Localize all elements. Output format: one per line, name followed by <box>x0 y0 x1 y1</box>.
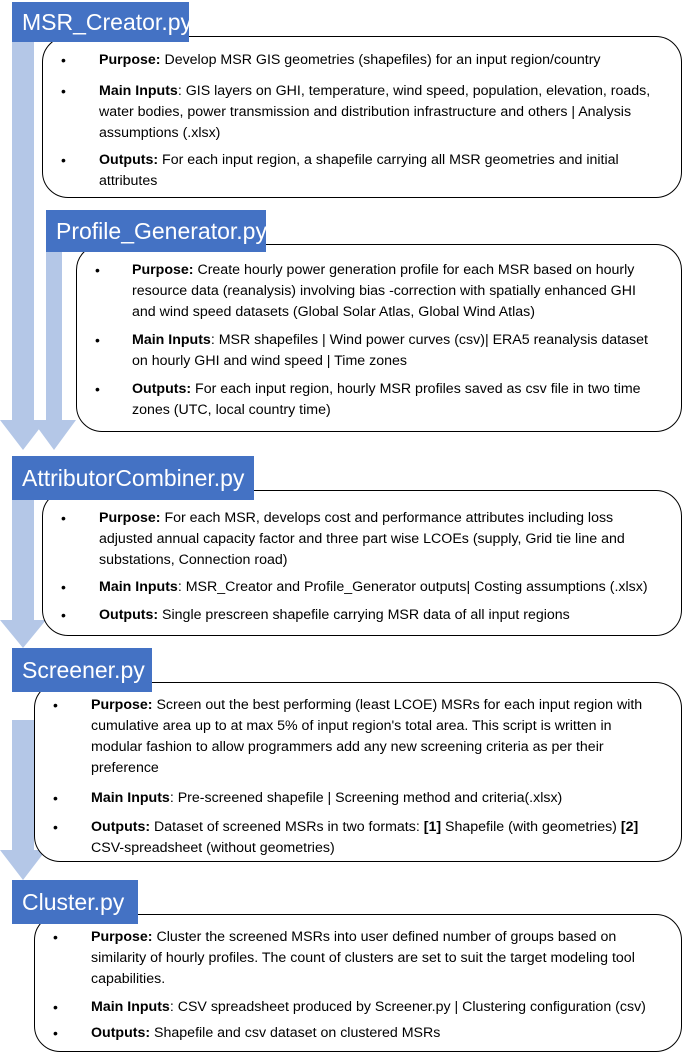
arrow-profile-to-combiner <box>32 250 76 450</box>
section-header-screener: Screener.py <box>12 648 152 692</box>
section-header-attributor-combiner: AttributorCombiner.py <box>12 456 254 500</box>
section-header-msr-creator: MSR_Creator.py <box>12 2 189 42</box>
bullet-icon: • <box>61 579 66 595</box>
bullet-icon: • <box>61 607 66 623</box>
section-header-profile-generator: Profile_Generator.py <box>46 210 266 252</box>
arrow-combiner-to-screener <box>0 490 46 648</box>
bullet-icon: • <box>61 83 66 99</box>
section-box-screener: • Purpose: Screen out the best performing (least LCOE) MSRs for each input region with cumulative area up to at max 5% of input region's total area. This script is written in modular fashion to allow programmers add any new screening criteria as per their preference • Main Inputs: Pre-screened shapefile | Screening method and criteria(.xlsx) • Outputs: Dataset of screened MSRs in two formats: [1] Shapefile (with geometries) [2] CSV-spreadsheet (without geometries) <box>34 682 682 862</box>
bullet-icon: • <box>95 262 100 278</box>
bullet-icon: • <box>61 152 66 168</box>
section-header-cluster: Cluster.py <box>12 880 138 924</box>
bullet-icon: • <box>53 999 58 1015</box>
arrow-creator-to-combiner <box>0 40 46 450</box>
section-box-profile-generator: • Purpose: Create hourly power generation profile for each MSR based on hourly resource data (reanalysis) involving bias -correction with spatially enhanced GHI and wind speed datasets (Global Solar Atlas, Global Wind Atlas) • Main Inputs: MSR shapefiles | Wind power curves (csv)| ERA5 reanalysis dataset on hourly GHI and wind speed | Time zones • Outputs: For each input region, hourly MSR profiles saved as csv file in two time zones (UTC, local country time) <box>76 244 682 432</box>
section-box-attributor-combiner: • Purpose: For each MSR, develops cost and performance attributes including loss adjusted annual capacity factor and three part wise LCOEs (supply, Grid tie line and substations, Connection road) • Main Inputs: MSR_Creator and Profile_Generator outputs| Costing assumptions (.xlsx) • Outputs: Single prescreen shapefile carrying MSR data of all input regions <box>42 490 682 636</box>
bullet-icon: • <box>53 929 58 945</box>
bullet-icon: • <box>61 52 66 68</box>
section-box-msr-creator: • Purpose: Develop MSR GIS geometries (shapefiles) for an input region/country • Main Inputs: GIS layers on GHI, temperature, wind speed, population, elevation, roads, water bodies, power transmission and distribution infrastructure and others | Analysis assumptions (.xlsx) • Outputs: For each input region, a shapefile carrying all MSR geometries and initial attributes <box>42 36 682 198</box>
bullet-icon: • <box>53 697 58 713</box>
section-box-cluster: • Purpose: Cluster the screened MSRs into user defined number of groups based on similarity of hourly profiles. The count of clusters are set to suit the target modeling tool capabilities. • Main Inputs: CSV spreadsheet produced by Screener.py | Clustering configuration (csv) • Outputs: Shapefile and csv dataset on clustered MSRs <box>34 914 682 1052</box>
bullet-icon: • <box>95 381 100 397</box>
bullet-icon: • <box>95 332 100 348</box>
bullet-icon: • <box>53 790 58 806</box>
bullet-icon: • <box>53 1025 58 1041</box>
bullet-icon: • <box>61 510 66 526</box>
bullet-icon: • <box>53 819 58 835</box>
